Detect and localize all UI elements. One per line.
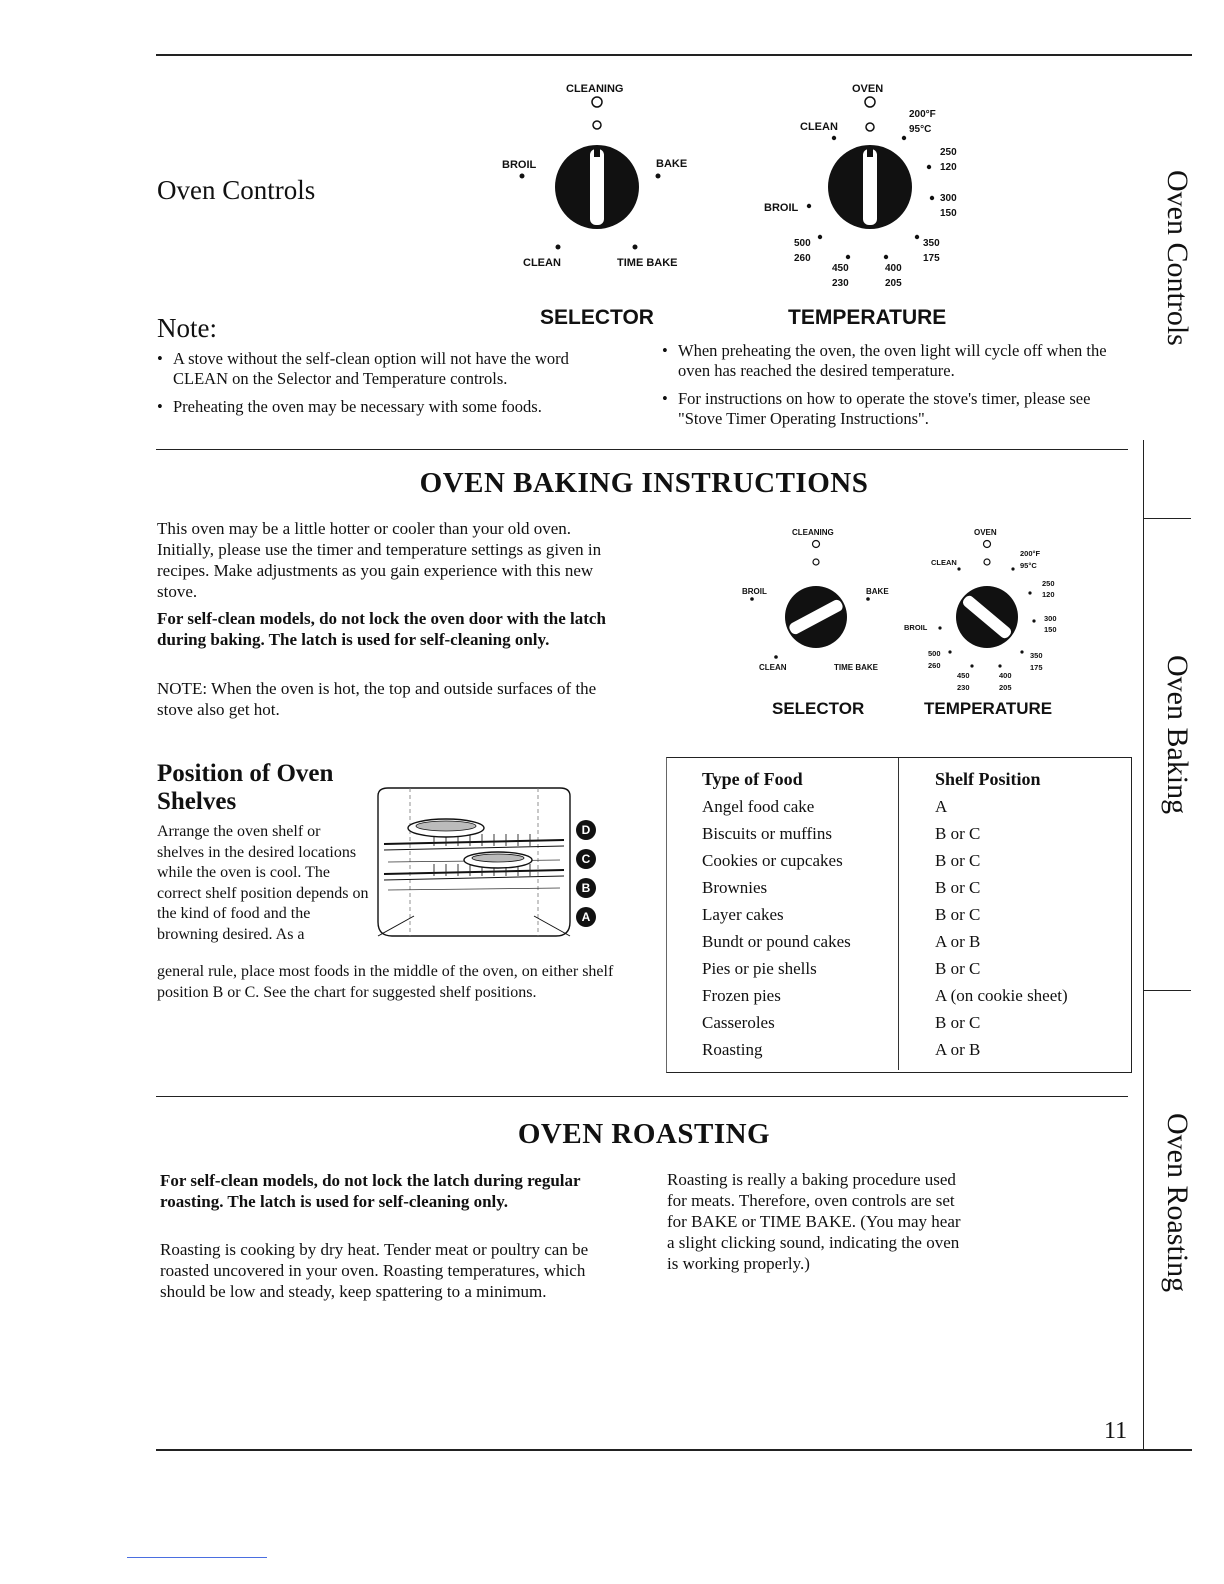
temp-label-95c: 95°C [909,124,932,135]
table-cell-food: Biscuits or muffins [702,823,833,843]
dial-label-time-bake: TIME BAKE [617,257,678,269]
note-item: • When preheating the oven, the oven light will cycle off when the oven has reached the desired temperature. [662,341,1112,381]
dial-label-broil: BROIL [502,159,537,171]
table-header-shelf: Shelf Position [935,769,1041,789]
table-cell-food: Brownies [702,877,768,897]
table-cell-shelf: B or C [935,823,981,843]
notes-right [662,341,1112,437]
shelf-letter-badge: A [576,907,596,927]
roasting-left-text: Roasting is cooking by dry heat. Tender meat or poultry can be roasted uncovered in your oven. Roasting temperatures, which should be low and steady, keep spattering to a minimum. [160,1240,589,1301]
shelf-position-table [702,766,1122,1063]
temp-label-260: 260 [928,661,941,670]
table-cell-shelf: A or B [935,931,981,951]
table-cell-food: Casseroles [702,1012,775,1032]
baking-warning: For self-clean models, do not lock the oven door with the latch during baking. The latch is used for self-cleaning only. [157,609,606,649]
temp-label-350: 350 [923,238,940,249]
temp-label-200f: 200°F [1020,549,1041,558]
side-tab-oven-roasting: Oven Roasting [1161,1113,1194,1293]
note-heading: Note: [157,313,217,343]
note-item: • Preheating the oven may be necessary with some foods. [157,397,627,417]
temp-label-broil: BROIL [904,623,928,632]
table-row [702,820,1122,847]
temp-label-150: 150 [1044,625,1057,634]
shelf-letter-badge: D [576,820,596,840]
temp-label-175: 175 [1030,663,1043,672]
table-row [702,955,1122,982]
footer-link-line [127,1557,267,1558]
temp-label-205: 205 [885,278,902,289]
table-row [702,928,1122,955]
table-row [702,901,1122,928]
shelf-letter-badge: B [576,878,596,898]
temp-label-clean: CLEAN [931,558,957,567]
selector-caption: SELECTOR [540,306,654,329]
temperature-dial-large [740,75,990,335]
selector-knob-small-graphic [730,522,900,722]
dial-label-bake: BAKE [656,158,688,170]
temp-label-150: 150 [940,208,957,219]
table-cell-shelf: A or B [935,1039,981,1059]
temp-label-120: 120 [940,162,957,173]
temp-label-175: 175 [923,253,940,264]
roasting-right-text: Roasting is really a baking procedure used for meats. Therefore, oven controls are set for BAKE or TIME BAKE. (You may hear a slight clicking sound, indicating the oven is working properly.) [667,1170,961,1273]
table-row [702,847,1122,874]
table-cell-food: Cookies or cupcakes [702,850,843,870]
dial-label-cleaning: CLEANING [792,528,834,537]
table-cell-food: Angel food cake [702,796,815,816]
table-cell-food: Frozen pies [702,985,781,1005]
side-tab-oven-controls: Oven Controls [1161,170,1194,346]
oven-roasting-title: OVEN ROASTING [517,1118,771,1150]
temp-label-95c: 95°C [1020,561,1037,570]
table-cell-food: Layer cakes [702,904,784,924]
temp-label-300: 300 [1044,614,1057,623]
notes-left [157,349,627,425]
temp-label-500: 500 [928,649,941,658]
bottom-rule [156,1449,1192,1451]
page-number: 11 [1104,1418,1128,1444]
selector-dial-small [730,522,900,722]
table-cell-shelf: A [935,796,948,816]
table-row [702,1036,1122,1063]
temp-label-230: 230 [832,278,849,289]
small-selector-caption: SELECTOR [772,699,865,718]
temp-label-205: 205 [999,683,1012,692]
section-rule [156,449,1128,450]
shelves-text-wide: general rule, place most foods in the middle of the oven, on either shelf position B or C. See the chart for suggested shelf positions. [157,963,614,1001]
shelves-text-narrow: Arrange the oven shelf or shelves in the desired locations while the oven is cool. The correct shelf position depends on the kind of food and the browning desired. As a [157,823,369,943]
temp-label-broil: BROIL [764,202,799,214]
temp-label-300: 300 [940,193,957,204]
temp-label-450: 450 [832,263,849,274]
baking-intro: This oven may be a little hotter or cooler than your old oven. Initially, please use the timer and temperature settings as given in recipes. Make adjustments as you gain experience with this new stove. [157,519,602,601]
side-tab-divider [1143,518,1191,519]
temp-label-oven: OVEN [852,83,884,95]
table-row [702,874,1122,901]
temp-label-200f: 200°F [909,109,936,120]
temp-label-120: 120 [1042,590,1055,599]
shelf-letter-badge: C [576,849,596,869]
temp-label-350: 350 [1030,651,1043,660]
temp-label-400: 400 [885,263,902,274]
side-tab-divider [1143,990,1191,991]
table-cell-shelf: B or C [935,877,981,897]
table-cell-shelf: B or C [935,850,981,870]
dial-label-broil: BROIL [742,587,767,596]
dial-label-cleaning: CLEANING [566,83,624,95]
temp-label-250: 250 [1042,579,1055,588]
dial-label-clean: CLEAN [523,257,561,269]
table-cell-food: Pies or pie shells [702,958,817,978]
dial-label-bake: BAKE [866,587,889,596]
side-tab-rule [1143,440,1144,1450]
shelves-title [157,760,333,816]
temp-label-260: 260 [794,253,811,264]
shelves-title-line2: Shelves [157,788,237,815]
dial-label-time-bake: TIME BAKE [834,663,878,672]
table-row [702,793,1122,820]
shelves-title-line1: Position of Oven [157,760,334,787]
table-cell-food: Bundt or pound cakes [702,931,851,951]
top-rule [156,54,1192,56]
shelf-letters [576,820,598,927]
temp-label-450: 450 [957,671,970,680]
table-header-food: Type of Food [702,769,803,789]
oven-controls-title: Oven Controls [157,175,316,205]
table-cell-food: Roasting [702,1039,763,1059]
note-item: • A stove without the self-clean option will not have the word CLEAN on the Selector and Temperature controls. [157,349,627,389]
table-cell-shelf: B or C [935,904,981,924]
dial-label-clean: CLEAN [759,663,787,672]
selector-knob-graphic [480,75,720,335]
temp-label-250: 250 [940,147,957,158]
temp-label-400: 400 [999,671,1012,680]
temperature-caption: TEMPERATURE [788,306,947,329]
table-row [702,1009,1122,1036]
table-cell-shelf: A (on cookie sheet) [935,985,1068,1005]
temp-label-clean: CLEAN [800,121,838,133]
side-tab-oven-baking: Oven Baking [1161,655,1194,815]
temp-label-oven: OVEN [974,528,997,537]
temp-label-500: 500 [794,238,811,249]
table-cell-shelf: B or C [935,958,981,978]
small-temperature-caption: TEMPERATURE [924,699,1053,718]
oven-baking-title: OVEN BAKING INSTRUCTIONS [419,467,869,499]
table-row [702,982,1122,1009]
table-header-row [702,766,1122,793]
temperature-dial-small [900,522,1080,722]
baking-note: NOTE: When the oven is hot, the top and outside surfaces of the stove also get hot. [157,679,597,719]
roasting-warning: For self-clean models, do not lock the latch during regular roasting. The latch is used for self-cleaning only. [160,1171,581,1211]
table-cell-shelf: B or C [935,1012,981,1032]
section-rule [156,1096,1128,1097]
temp-label-230: 230 [957,683,970,692]
note-item: • For instructions on how to operate the stove's timer, please see "Stove Timer Operating Instructions". [662,389,1112,429]
selector-dial-large [480,75,720,335]
oven-shelves-illustration [374,784,604,944]
